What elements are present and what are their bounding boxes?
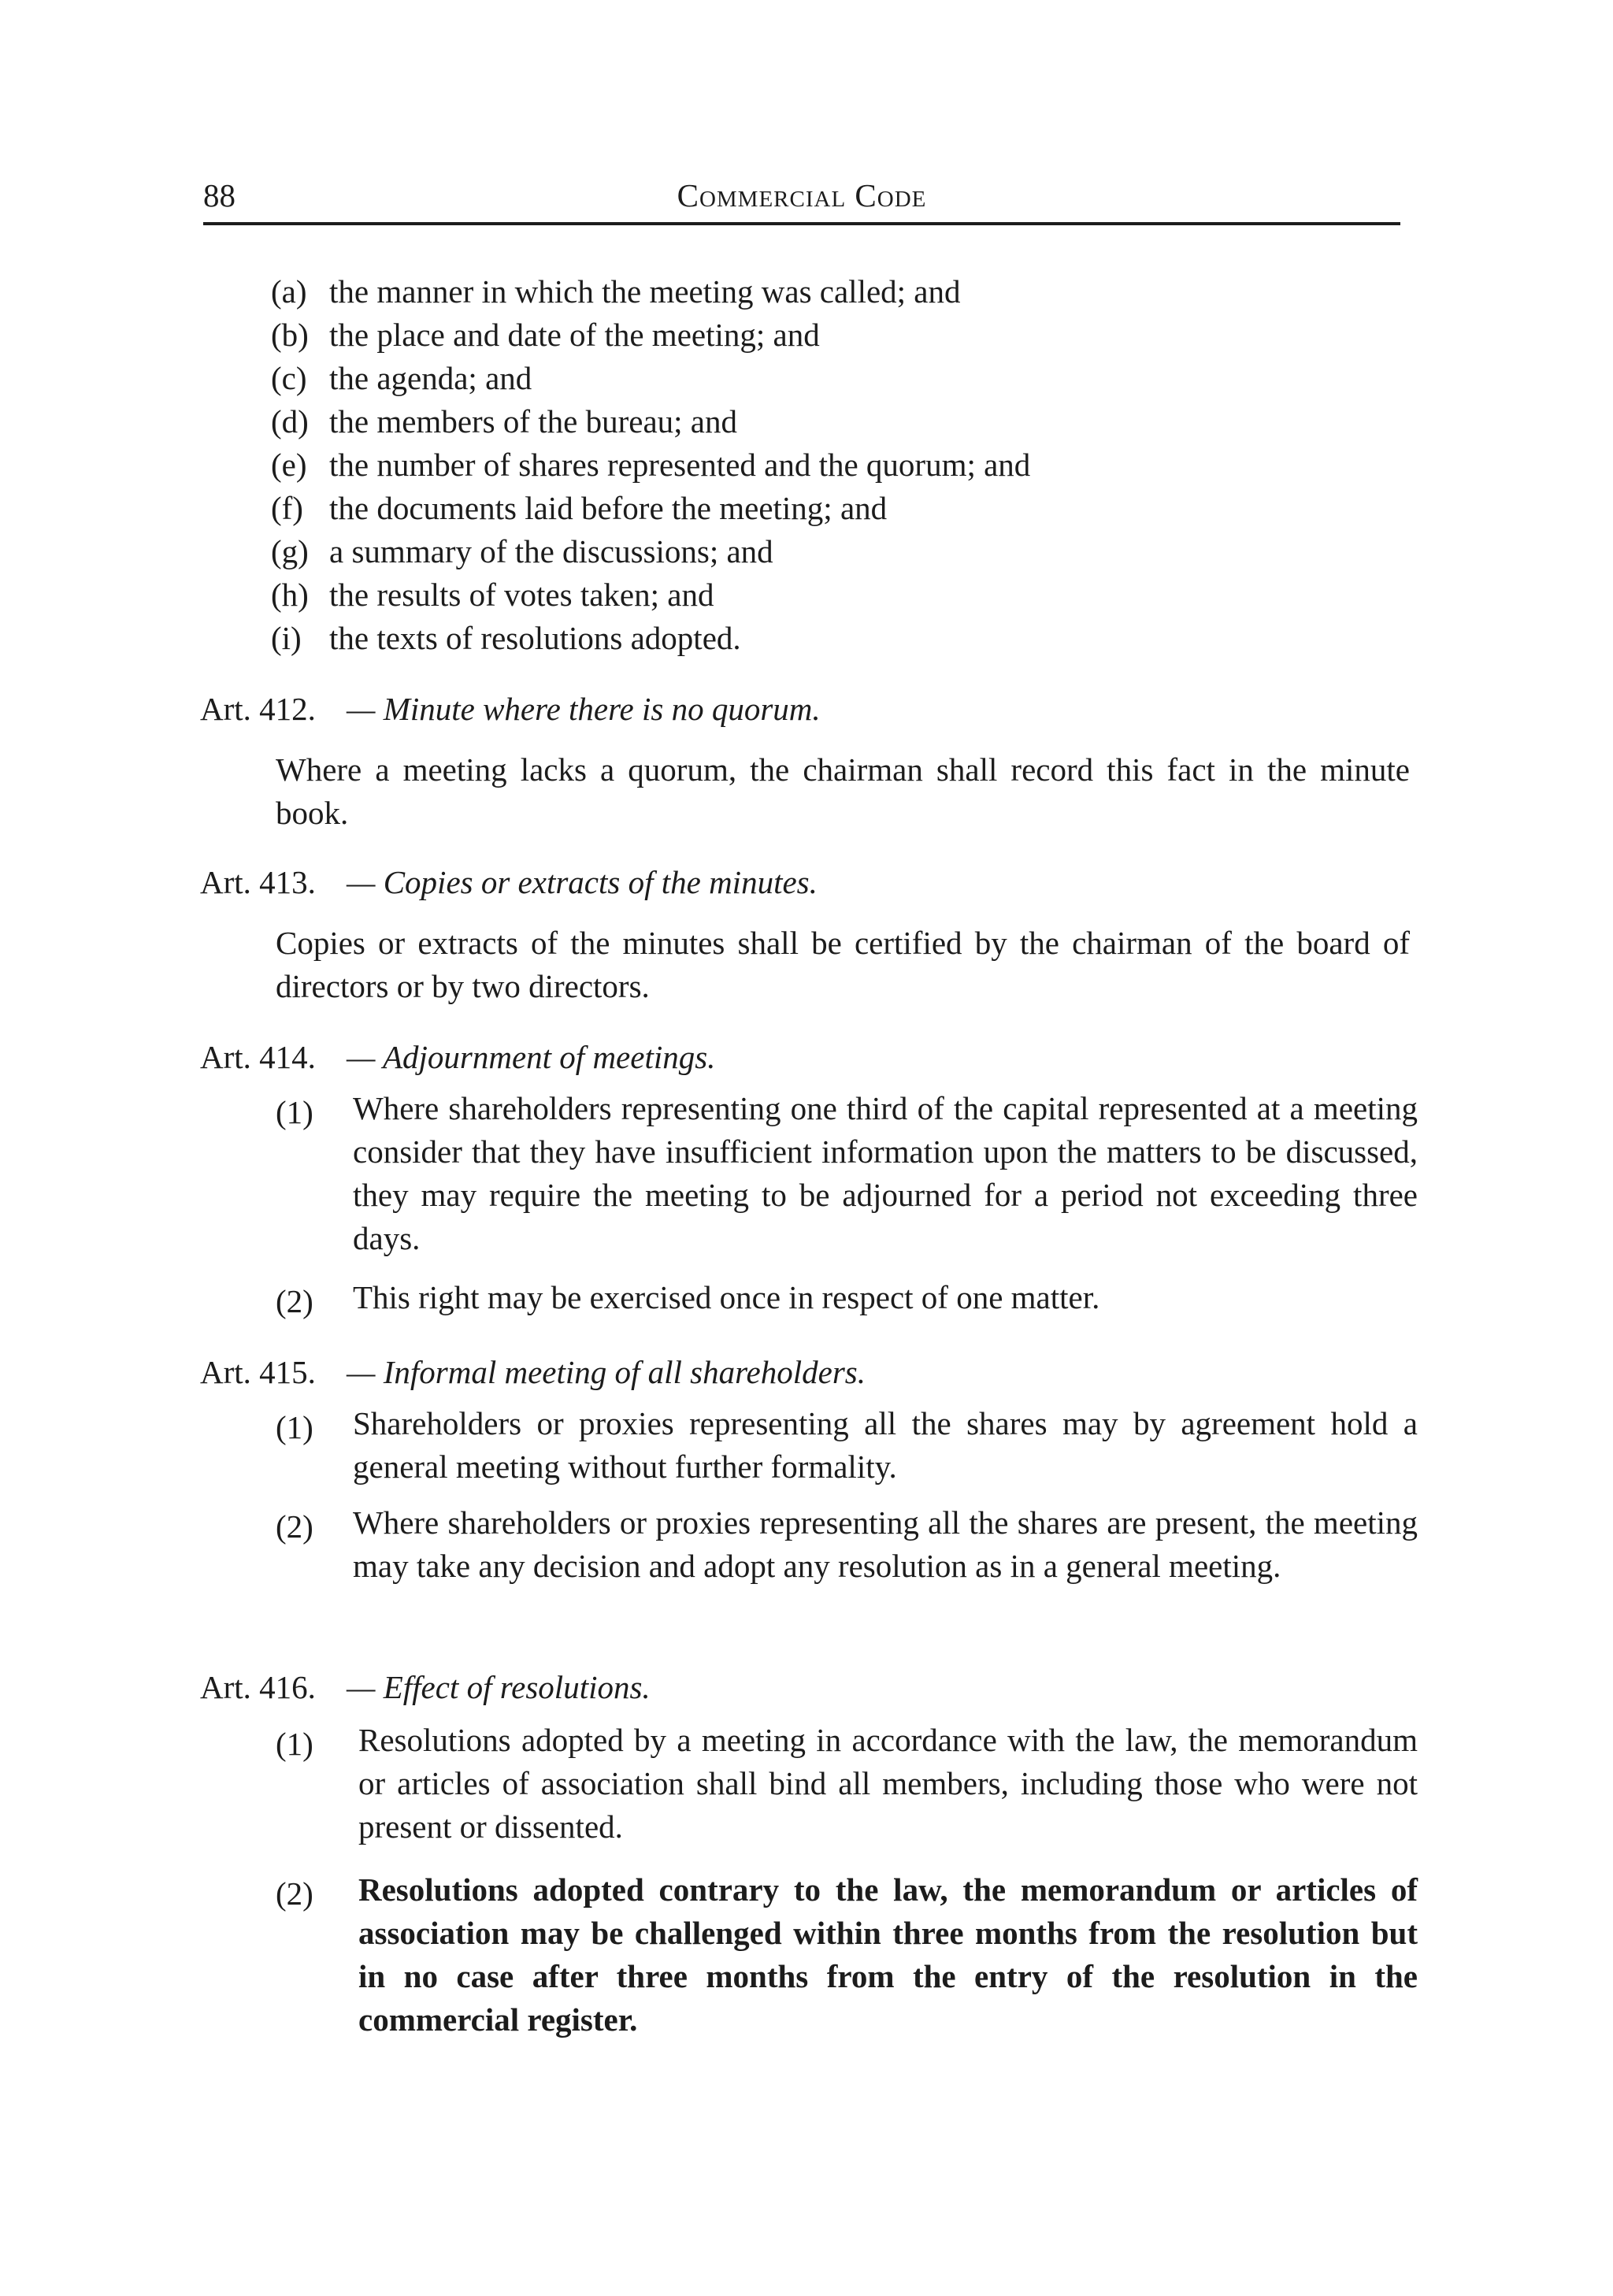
list-item-text: the results of votes taken; and [329, 577, 714, 613]
list-item-label: (g) [271, 533, 309, 569]
paragraph-label: (1) [276, 1726, 313, 1762]
list-item-text: a summary of the discussions; and [329, 533, 773, 569]
article-title: — Effect of resolutions. [347, 1669, 651, 1705]
paragraph-text: This right may be exercised once in respect of one matter. [353, 1279, 1100, 1315]
paragraph-text: Where shareholders or proxies representing all the shares are present, the meeting may take any decision and adopt any resolution as in a general meeting. [353, 1504, 1418, 1584]
paragraph-text: Shareholders or proxies representing all the shares may by agreement hold a general meeting without further formality. [353, 1405, 1418, 1485]
list-item-text: the members of the bureau; and [329, 403, 738, 440]
article-title: — Copies or extracts of the minutes. [347, 864, 818, 900]
list-item-text: the texts of resolutions adopted. [329, 620, 741, 656]
list-item-text: the documents laid before the meeting; and [329, 490, 888, 526]
paragraph-label: (2) [276, 1508, 313, 1545]
list-item-text: the number of shares represented and the quorum; and [329, 447, 1031, 483]
running-title: Commercial Code [677, 177, 927, 213]
paragraph-label: (1) [276, 1409, 313, 1445]
list-item-label: (b) [271, 317, 309, 353]
list-item-label: (f) [271, 490, 303, 526]
article-number: Art. 414. [200, 1039, 316, 1075]
article-title: — Adjournment of meetings. [347, 1039, 716, 1075]
article-number: Art. 416. [200, 1669, 316, 1705]
paragraph-label: (2) [276, 1283, 313, 1319]
list-item-label: (i) [271, 620, 302, 656]
list-item-label: (h) [271, 577, 309, 613]
article-body: Copies or extracts of the minutes shall be certified by the chairman of the board of directors or by two directors. [276, 925, 1410, 1004]
article-number: Art. 413. [200, 864, 316, 900]
paragraph-text: Resolutions adopted contrary to the law, the memorandum or articles of association may be challenged within three months from the resolution but in no case after three months from the entry of the resolution in the commercial register. [358, 1871, 1418, 2038]
article-title: — Minute where there is no quorum. [347, 691, 821, 727]
paragraph-label: (1) [276, 1094, 313, 1130]
list-item-label: (c) [271, 360, 307, 396]
list-item-label: (e) [271, 447, 307, 483]
page-number: 88 [203, 177, 235, 213]
article-body: Where a meeting lacks a quorum, the chairman shall record this fact in the minute book. [276, 751, 1410, 831]
paragraph-text: Where shareholders representing one third of the capital represented at a meeting consider that they have insufficient information upon the matters to be discussed, they may require the meeting to be adjourned for a period not exceeding three days. [353, 1090, 1418, 1256]
article-title: — Informal meeting of all shareholders. [347, 1354, 866, 1390]
page-header [203, 176, 1400, 224]
header-rule [203, 222, 1400, 225]
article-number: Art. 415. [200, 1354, 316, 1390]
article-number: Art. 412. [200, 691, 316, 727]
list-item-text: the agenda; and [329, 360, 532, 396]
paragraph-text: Resolutions adopted by a meeting in accordance with the law, the memorandum or articles of association shall bind all members, including those who were not present or dissented. [358, 1722, 1418, 1845]
list-item-text: the place and date of the meeting; and [329, 317, 820, 353]
paragraph-label: (2) [276, 1875, 313, 1912]
list-item-text: the manner in which the meeting was called; and [329, 273, 961, 310]
list-item-label: (d) [271, 403, 309, 440]
list-item-label: (a) [271, 273, 307, 310]
